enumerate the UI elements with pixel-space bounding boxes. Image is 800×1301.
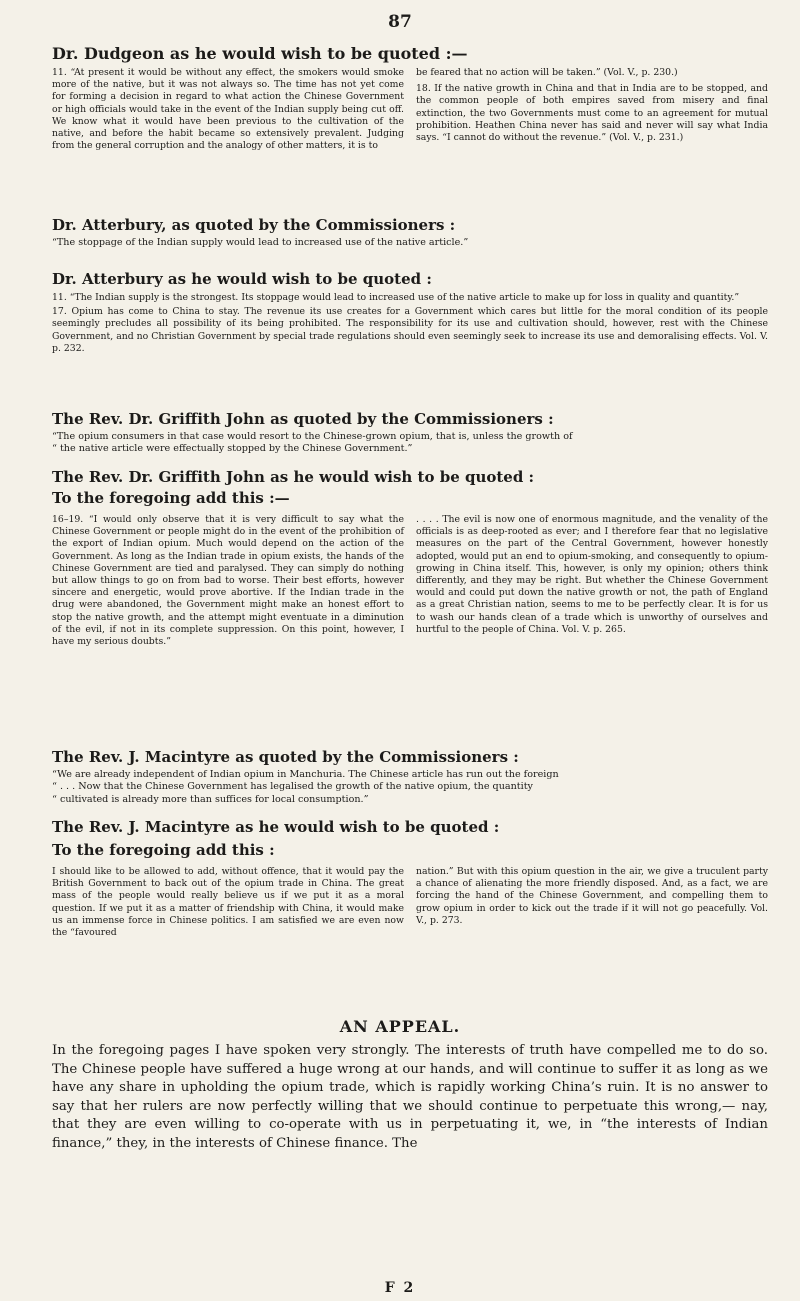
heading-macintyre-commissioners: The Rev. J. Macintyre as quoted by the Commissioners : <box>52 748 519 766</box>
heading-john-commissioners: The Rev. Dr. Griffith John as quoted by the Commissioners : <box>52 410 554 428</box>
macintyre-right-column <box>416 866 768 939</box>
macintyre-paragraph-left: I should like to be allowed to add, without offence, that it would pay the British Government to back out of the opium trade in China. The great mass of the people would really believe us if we put it as a moral question. If we put it as a matter of friendship with China, it would make us an immense force in Chinese politics. I am satisfied we are even now the “favoured <box>52 866 404 939</box>
atterbury-paragraph-17: 17. Opium has come to China to stay. The revenue its use creates for a Government which cares but little for the moral condition of its people seemingly precludes all possibility of its being prohibited. The responsibility for its use and cultivation should, however, rest with the Chinese Government, and no Christian Government by special trade regulations should even seemingly seek to increase its use and demoralising effects. Vol. V. p. 232. <box>52 306 768 354</box>
atterbury-paragraph-11: 11. “The Indian supply is the strongest. Its stoppage would lead to increased use of the native article to make up for loss in quality and quantity.” <box>52 292 740 303</box>
macintyre-paragraph-right: nation.” But with this opium question in the air, we give a truculent party a chance of alienating the more friendly disposed. And, as a fact, we are forcing the hand of the Chinese Government, and compelling them to grow opium in order to kick out the trade if it will not go peacefully. Vol. V., p. 273. <box>416 866 768 926</box>
macintyre-left-column <box>52 866 404 939</box>
section-atterbury-commissioners <box>52 216 768 249</box>
macintyre-commissioners-line-1: “We are already independent of Indian opium in Manchuria. The Chinese article has run out the foreign <box>52 769 559 780</box>
section-macintyre-wish <box>52 818 768 939</box>
subheading-john-foregoing: To the foregoing add this :— <box>52 489 290 507</box>
section-john-commissioners <box>52 410 768 456</box>
heading-atterbury-commissioners: Dr. Atterbury, as quoted by the Commissioners : <box>52 216 456 234</box>
dudgeon-left-column <box>52 67 404 152</box>
john-left-column <box>52 514 404 648</box>
macintyre-commissioners-line-2: “ . . . Now that the Chinese Government has legalised the growth of the native opium, the quantity <box>52 781 533 793</box>
atterbury-commissioners-quote: “The stoppage of the Indian supply would lead to increased use of the native article.” <box>52 237 469 248</box>
subheading-macintyre-foregoing: To the foregoing add this : <box>52 841 275 859</box>
dudgeon-paragraph-11: 11. “At present it would be without any effect, the smokers would smoke more of the native, but it was not always so. The time has not yet come for forming a decision in regard to what action the Chinese Government or high officials would take in the event of the Indian supply being cut off. We know what it would have been previous to the cultivation of the native, and before the habit became so extensively prevalent. Judging from the general corruption and the analogy of other matters, it is to <box>52 67 404 152</box>
macintyre-commissioners-line-3: “ cultivated is already more than suffices for local consumption.” <box>52 793 369 805</box>
john-paragraph-16-19: 16–19. “I would only observe that it is very difficult to say what the Chinese Government or people might do in the event of the prohibition of the export of Indian opium. Much would depend on the action of the Government. As long as the Indian trade in opium exists, the hands of the Chinese Government are tied and paralysed. They can simply do nothing but allow things to go on from bad to worse. Their best efforts, however sincere and energetic, would prove abortive. If the Indian trade in the drug were abandoned, the Government might make an honest effort to stop the native growth, and the attempt might eventuate in a diminution of the evil, if not in its complete suppression. On this point, however, I have my serious doubts.” <box>52 514 404 648</box>
john-paragraph-evil: . . . . The evil is now one of enormous magnitude, and the venality of the officials is as deep-rooted as ever; and I therefore fear that no legislative measures on the part of the Central Government, however honestly adopted, would put an end to opium-smoking, and consequently to opium-growing in China itself. This, however, is only my opinion; others think differently, and they may be right. But whether the Chinese Government would and could put down the native growth or not, the path of England as a great Christian nation, seems to me to be perfectly clear. It is for us to wash our hands clean of a trade which is unworthy of ourselves and hurtful to the people of China. Vol. V. p. 265. <box>416 514 768 635</box>
page-number: 87 <box>388 12 412 32</box>
section-dudgeon <box>52 44 768 152</box>
section-macintyre-commissioners <box>52 748 768 806</box>
john-commissioners-line-1: “The opium consumers in that case would resort to the Chinese-grown opium, that is, unless the growth of <box>52 431 573 442</box>
john-right-column <box>416 514 768 648</box>
appeal-paragraph: In the foregoing pages I have spoken very strongly. The interests of truth have compelled me to do so. The Chinese people have suffered a huge wrong at our hands, and will continue to suffer it as long as we have any share in upholding the opium trade, which is rapidly working China’s ruin. It is no answer to say that her rulers are now perfectly willing that we should continue to perpetuate this wrong,— nay, that they are even willing to co-operate with us in perpetuating it, we, in “the interests of Indian finance,” they, in the interests of Chinese finance. The <box>52 1043 768 1151</box>
john-commissioners-line-2: “ the native article were effectually stopped by the Chinese Government.” <box>52 443 413 455</box>
section-atterbury-wish <box>52 270 768 355</box>
section-john-wish <box>52 468 768 648</box>
heading-dudgeon: Dr. Dudgeon as he would wish to be quoted :— <box>52 44 468 63</box>
heading-macintyre-wish: The Rev. J. Macintyre as he would wish to be quoted : <box>52 818 500 836</box>
appeal-title: AN APPEAL. <box>339 1017 461 1036</box>
heading-john-wish: The Rev. Dr. Griffith John as he would wish to be quoted : <box>52 468 535 486</box>
dudgeon-paragraph-18: 18. If the native growth in China and that in India are to be stopped, and the common people of both empires saved from misery and final extinction, the two Governments must come to an agreement for mutual prohibition. Heathen China never has said and never will say what India says. “I cannot do without the revenue.” (Vol. V., p. 231.) <box>416 83 768 144</box>
signature-mark: F 2 <box>384 1280 416 1296</box>
heading-atterbury-wish: Dr. Atterbury as he would wish to be quoted : <box>52 270 432 288</box>
dudgeon-paragraph-cont: be feared that no action will be taken.” (Vol. V., p. 230.) <box>416 67 678 78</box>
dudgeon-right-column <box>416 67 768 152</box>
